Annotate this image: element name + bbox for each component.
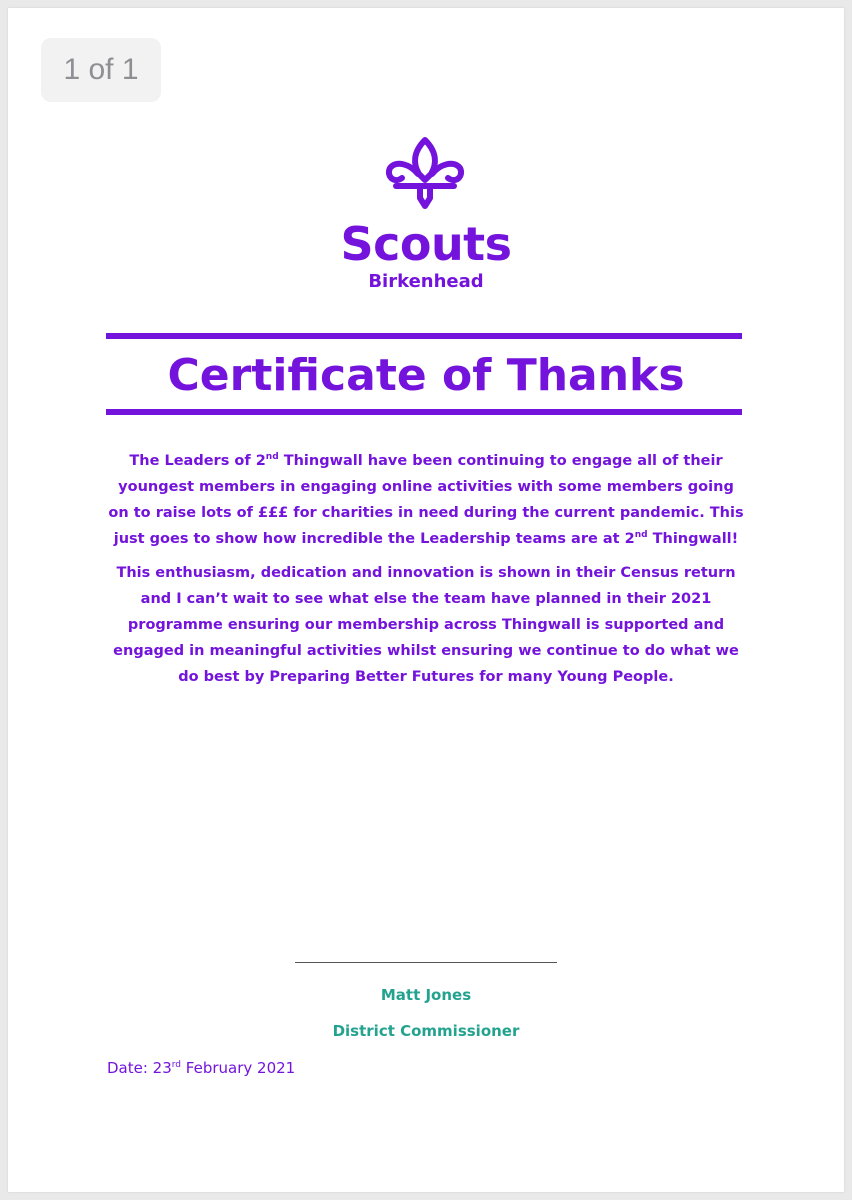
certificate-date: Date: 23rd February 2021 [107,1059,296,1077]
page-indicator: 1 of 1 [41,38,161,102]
signatory-name: Matt Jones [380,986,472,1004]
district-name: Birkenhead [368,271,484,292]
certificate-body [106,448,746,698]
scouts-wordmark: Scouts [340,217,512,271]
title-rule-top [106,333,742,339]
signatory-role: District Commissioner [332,1022,520,1040]
body-paragraph-1: The Leaders of 2nd Thingwall have been continuing to engage all of their youngest members in engaging online activities with some members going on to raise lots of £££ for charities in need during the current pandemic. This just goes to show how incredible the Leadership teams are at 2nd Thingwall! [108,452,744,547]
body-paragraph-2: This enthusiasm, dedication and innovation is shown in their Census return and I can’t wait to see what else the team have planned in their 2021 programme ensuring our membership across Thingwall is supported and engaged in meaningful activities whilst ensuring we continue to do what we do best by Preparing Better Futures for many Young People. [113,565,739,685]
certificate-page [8,8,844,1192]
title-rule-bottom [106,409,742,415]
signature-line [295,962,557,963]
certificate-title: Certificate of Thanks [167,350,685,401]
fleur-de-lis-icon [382,134,468,216]
